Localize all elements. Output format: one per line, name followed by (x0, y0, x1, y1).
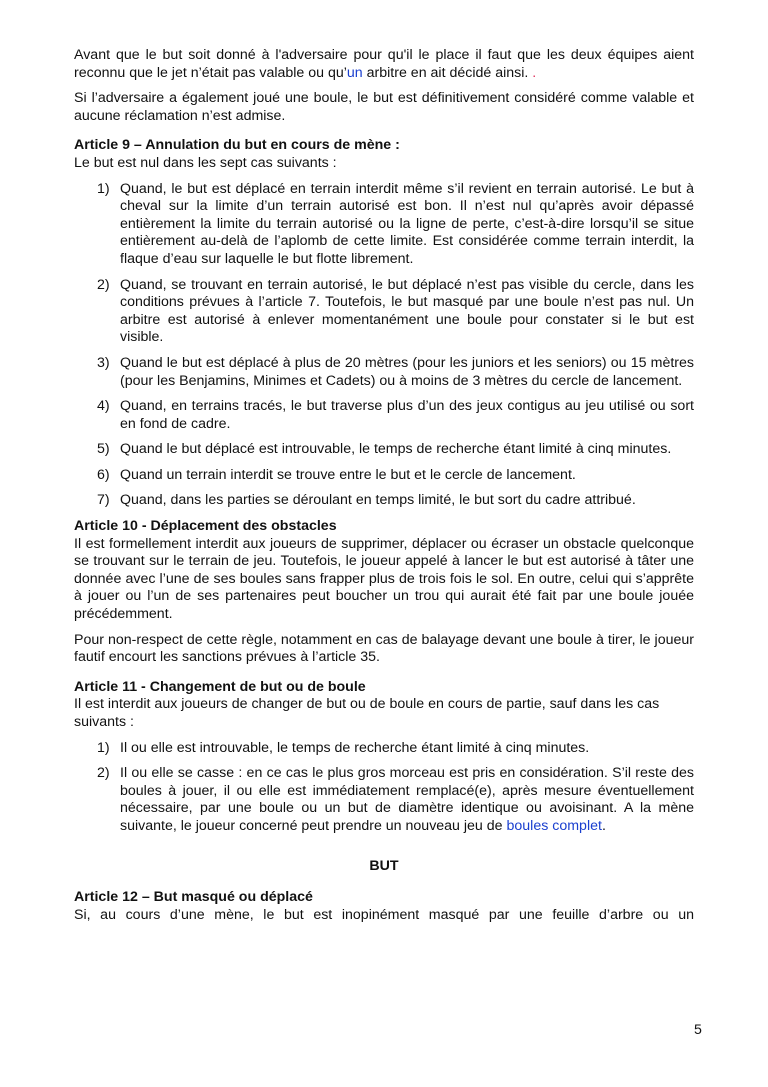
list-number: 5) (97, 441, 110, 458)
list-item-text: Quand le but est déplacé à plus de 20 mètres (pour les juniors et les seniors) ou 15 mètres (pour les Benjamins, Minimes et Cadets) ou à moins de 3 mètres du cercle de lancement. (120, 354, 694, 389)
list-item (74, 355, 694, 390)
list-number: 4) (97, 398, 110, 415)
article-9-list (74, 181, 694, 511)
article-12-paragraph-1: Si, au cours d’une mène, le but est inopinément masqué par une feuille d’arbre ou un (74, 906, 694, 923)
list-item (74, 277, 694, 347)
list-item (74, 441, 694, 459)
article-10-paragraph-2: Pour non-respect de cette règle, notamment en cas de balayage devant une boule à tirer, le joueur fautif encourt les sanctions prévues à l’article 35. (74, 631, 694, 666)
list-item-text-end: . (601, 817, 606, 834)
intro-paragraph-2: Si l’adversaire a également joué une boule, le but est définitivement considéré comme valable et aucune réclamation n’est admise. (74, 90, 694, 124)
highlighted-text-boules-complet: boules complet (506, 817, 602, 834)
list-item (74, 398, 694, 433)
list-item (74, 492, 694, 510)
article-10-title: Article 10 - Déplacement des obstacles (74, 518, 337, 535)
red-period-mark: . (532, 64, 537, 81)
list-item-text: Quand, dans les parties se déroulant en temps limité, le but sort du cadre attribué. (120, 492, 636, 509)
list-item-text: Quand, le but est déplacé en terrain interdit même s’il revient en terrain autorisé. Le but à cheval sur la limite d’un terrain autorisé est bon. Il n’est nul qu’après avoir dépassé entièrement la limite du terrain autorisé ou la ligne de perte, c’est-à-dire lorsqu’il se situe entièrement au-delà de l’aplomb de cette limite. Est considérée comme terrain interdit, la flaque d’eau sur laquelle le but flotte librement. (120, 180, 694, 267)
page-number: 5 (694, 1022, 702, 1038)
list-number: 2) (97, 276, 110, 293)
list-number: 2) (97, 765, 110, 782)
intro-text-after-link: arbitre en ait décidé ainsi. (362, 64, 533, 81)
list-item-text: Quand, se trouvant en terrain autorisé, le but déplacé n’est pas visible du cercle, dans les conditions prévues à l’article 7. Toutefois, le but masqué par une boule n’est pas nul. Un arbitre est autorisé à enlever momentanément une boule pour constater si le but est visible. (120, 276, 694, 346)
document-page (74, 47, 694, 924)
list-item (74, 181, 694, 269)
list-number: 1) (97, 180, 110, 197)
list-item-text: Quand le but déplacé est introuvable, le temps de recherche étant limité à cinq minutes. (120, 441, 672, 458)
list-item-text: Il ou elle se casse : en ce cas le plus gros morceau est pris en considération. S’il reste des boules à jouer, il ou elle est immédiatement remplacé(e), après mesure éventuellement nécessaire, par une boule ou un but de diamètre identique ou avoisinant. A la mène suivante, le joueur concerné peut prendre un nouveau jeu de (120, 765, 694, 834)
list-item (74, 467, 694, 485)
section-heading-but: BUT (369, 857, 399, 874)
article-9-lead: Le but est nul dans les sept cas suivants : (74, 154, 337, 171)
list-item-text: Quand, en terrains tracés, le but traverse plus d’un des jeux contigus au jeu utilisé ou sort en fond de cadre. (120, 398, 694, 432)
list-number: 1) (97, 739, 110, 756)
article-11-title: Article 11 - Changement de but ou de boule (74, 678, 366, 695)
list-item-text: Il ou elle est introuvable, le temps de recherche étant limité à cinq minutes. (120, 739, 590, 756)
intro-text-before-link: Avant que le but soit donné à l'adversaire pour qu'il le place il faut que les deux équipes aient reconnu que le jet n’était pas valable ou qu’ (74, 47, 694, 81)
article-12-title: Article 12 – But masqué ou déplacé (74, 889, 313, 906)
list-number: 6) (97, 466, 110, 483)
list-number: 7) (97, 492, 110, 509)
list-item (74, 740, 694, 758)
article-12 (74, 889, 694, 924)
article-11-lead: Il est interdit aux joueurs de changer de but ou de boule en cours de partie, sauf dans les cas suivants : (74, 696, 660, 730)
article-9-title: Article 9 – Annulation du but en cours de mène : (74, 137, 400, 154)
list-item (74, 765, 694, 835)
list-item-text: Quand un terrain interdit se trouve entre le but et le cercle de lancement. (120, 466, 576, 483)
highlighted-word-un: un (346, 64, 363, 81)
article-9 (74, 137, 694, 510)
article-11-list (74, 740, 694, 836)
article-10 (74, 518, 694, 667)
intro-paragraph-1 (74, 47, 694, 82)
article-10-paragraph-1: Il est formellement interdit aux joueurs de supprimer, déplacer ou écraser un obstacle quelconque se trouvant sur le terrain de jeu. Toutefois, le joueur appelé à lancer le but est autorisé à tâter une donnée avec l’une de ses boules sans frapper plus de trois fois le sol. En outre, celui qui s’apprête à jouer ou l’un de ses partenaires peut boucher un trou qui aurait été fait par une boule jouée précédemment. (74, 535, 694, 623)
article-11 (74, 679, 694, 836)
list-number: 3) (97, 354, 110, 371)
